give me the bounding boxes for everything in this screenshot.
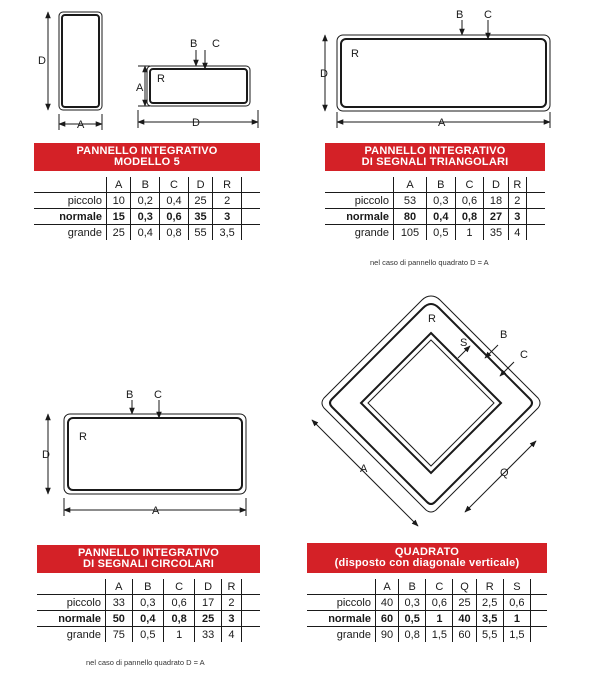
row-label: grande [66,628,101,641]
table-row [34,225,260,241]
col-header: C [160,177,189,193]
table-row [325,225,545,241]
footnote-square-panel: nel caso di pannello quadrato D = A [86,658,205,667]
cell: 90 [376,627,399,643]
table-row [307,611,547,627]
cell: 0,4 [160,193,189,209]
cell: 15 [107,209,131,225]
row-label: piccolo [34,193,107,209]
col-header: Q [453,579,476,595]
dim-label-b: B [500,329,508,341]
title-line-2: DI SEGNALI TRIANGOLARI [361,156,509,168]
cell: 0,3 [426,193,455,209]
panel-circular-drawing [48,400,246,516]
cell: 0,5 [399,611,426,627]
cell: 2 [213,193,242,209]
cell: 25 [107,225,131,241]
dim-label-c: C [484,9,492,21]
title-line-2: MODELLO 5 [114,156,180,168]
cell: 0,2 [131,193,160,209]
col-header: C [426,579,453,595]
dim-label-b: B [190,38,198,50]
cell: 3 [213,209,242,225]
dim-label-d: D [320,68,328,80]
dim-label-d: D [42,449,50,461]
spec-table-modello-5 [34,177,260,240]
cell: 60 [453,627,476,643]
row-label: grande [354,226,389,239]
col-header: A [376,579,399,595]
cell: 0,3 [132,595,163,611]
col-header: D [195,579,222,595]
cell: 1 [426,611,453,627]
cell: 0,3 [399,595,426,611]
dim-label-s: S [460,337,468,349]
header-row [325,177,545,193]
col-header: R [213,177,242,193]
cell: 55 [188,225,212,241]
cell: 35 [188,209,212,225]
cell: 60 [376,611,399,627]
col-header: C [163,579,194,595]
spec-table-segnali-circolari [37,579,260,642]
col-header: C [455,177,484,193]
row-label: piccolo [37,595,106,611]
cell: 1 [163,627,194,643]
cell: 33 [195,627,222,643]
panel-triangular-drawing [325,20,550,128]
cell: 1,5 [503,627,530,643]
col-header: D [484,177,508,193]
table-title-segnali-triangolari [325,143,545,171]
dim-label-a: A [438,117,446,129]
title-line-2: (disposto con diagonale verticale) [334,557,520,569]
table-title-quadrato [307,543,547,573]
cell: 75 [106,627,133,643]
cell: 0,4 [132,611,163,627]
row-label: normale [307,611,376,627]
col-header: R [221,579,241,595]
spec-table-segnali-triangolari [325,177,545,240]
title-line-1: PANNELLO INTEGRATIVO [76,145,218,157]
table-title-segnali-circolari [37,545,260,573]
row-label: grande [336,628,371,641]
table-row [34,193,260,209]
cell: 25 [188,193,212,209]
title-line-1: PANNELLO INTEGRATIVO [364,145,506,157]
row-label: piccolo [307,595,376,611]
cell: 0,6 [503,595,530,611]
dim-label-r: R [79,431,87,443]
dim-label-r: R [428,313,436,325]
col-header: S [503,579,530,595]
header-row [34,177,260,193]
cell: 27 [484,209,508,225]
table-row [307,595,547,611]
cell: 40 [453,611,476,627]
dim-label-q: Q [500,467,509,479]
dim-label-c: C [212,38,220,50]
footnote-square-panel: nel caso di pannello quadrato D = A [370,258,489,267]
table-row [325,193,545,209]
col-header: B [131,177,160,193]
cell: 5,5 [476,627,503,643]
dim-label-r: R [351,48,359,60]
cell: 1 [455,225,484,241]
dim-label-d: D [38,55,46,67]
cell: 25 [195,611,222,627]
title-line-1: PANNELLO INTEGRATIVO [77,547,220,559]
cell: 53 [394,193,427,209]
cell: 0,4 [426,209,455,225]
spec-table-quadrato [307,579,547,642]
cell: 18 [484,193,508,209]
row-label: grande [67,226,102,239]
cell: 2 [508,193,526,209]
col-header: R [508,177,526,193]
dim-label-a: A [136,82,144,94]
dim-label-c: C [154,389,162,401]
cell: 0,5 [426,225,455,241]
table-row [37,611,260,627]
cell: 0,6 [426,595,453,611]
cell: 0,3 [131,209,160,225]
cell: 40 [376,595,399,611]
dim-label-d: D [192,117,200,129]
title-line-1: QUADRATO [394,546,460,558]
table-row [37,627,260,643]
cell: 4 [221,627,241,643]
panel-vertical-drawing [48,12,102,130]
cell: 0,8 [399,627,426,643]
row-label: normale [34,209,107,225]
header-row [37,579,260,595]
table-row [34,209,260,225]
table-title-modello-5 [34,143,260,171]
dim-label-a: A [360,463,368,475]
dim-label-a: A [152,505,160,517]
cell: 0,6 [455,193,484,209]
cell: 3,5 [476,611,503,627]
cell: 10 [107,193,131,209]
cell: 50 [106,611,133,627]
table-row [325,209,545,225]
cell: 0,6 [163,595,194,611]
cell: 0,6 [160,209,189,225]
col-header: B [426,177,455,193]
col-header: R [476,579,503,595]
row-label: piccolo [325,193,394,209]
cell: 2,5 [476,595,503,611]
col-header: D [188,177,212,193]
cell: 0,5 [132,627,163,643]
cell: 3,5 [213,225,242,241]
cell: 0,8 [163,611,194,627]
col-header: A [107,177,131,193]
cell: 105 [394,225,427,241]
cell: 4 [508,225,526,241]
dim-label-b: B [126,389,134,401]
col-header: A [394,177,427,193]
title-line-2: DI SEGNALI CIRCOLARI [82,558,215,570]
table-row [37,595,260,611]
cell: 17 [195,595,222,611]
cell: 25 [453,595,476,611]
cell: 0,8 [160,225,189,241]
cell: 3 [221,611,241,627]
cell: 2 [221,595,241,611]
dim-label-c: C [520,349,528,361]
cell: 33 [106,595,133,611]
dim-label-a: A [77,119,85,131]
cell: 3 [508,209,526,225]
header-row [307,579,547,595]
cell: 0,4 [131,225,160,241]
cell: 0,8 [455,209,484,225]
col-header: B [132,579,163,595]
col-header: B [399,579,426,595]
table-row [307,627,547,643]
cell: 80 [394,209,427,225]
dim-label-b: B [456,9,464,21]
row-label: normale [325,209,394,225]
dim-label-r: R [157,73,165,85]
col-header: A [106,579,133,595]
cell: 1 [503,611,530,627]
cell: 1,5 [426,627,453,643]
row-label: normale [37,611,106,627]
cell: 35 [484,225,508,241]
